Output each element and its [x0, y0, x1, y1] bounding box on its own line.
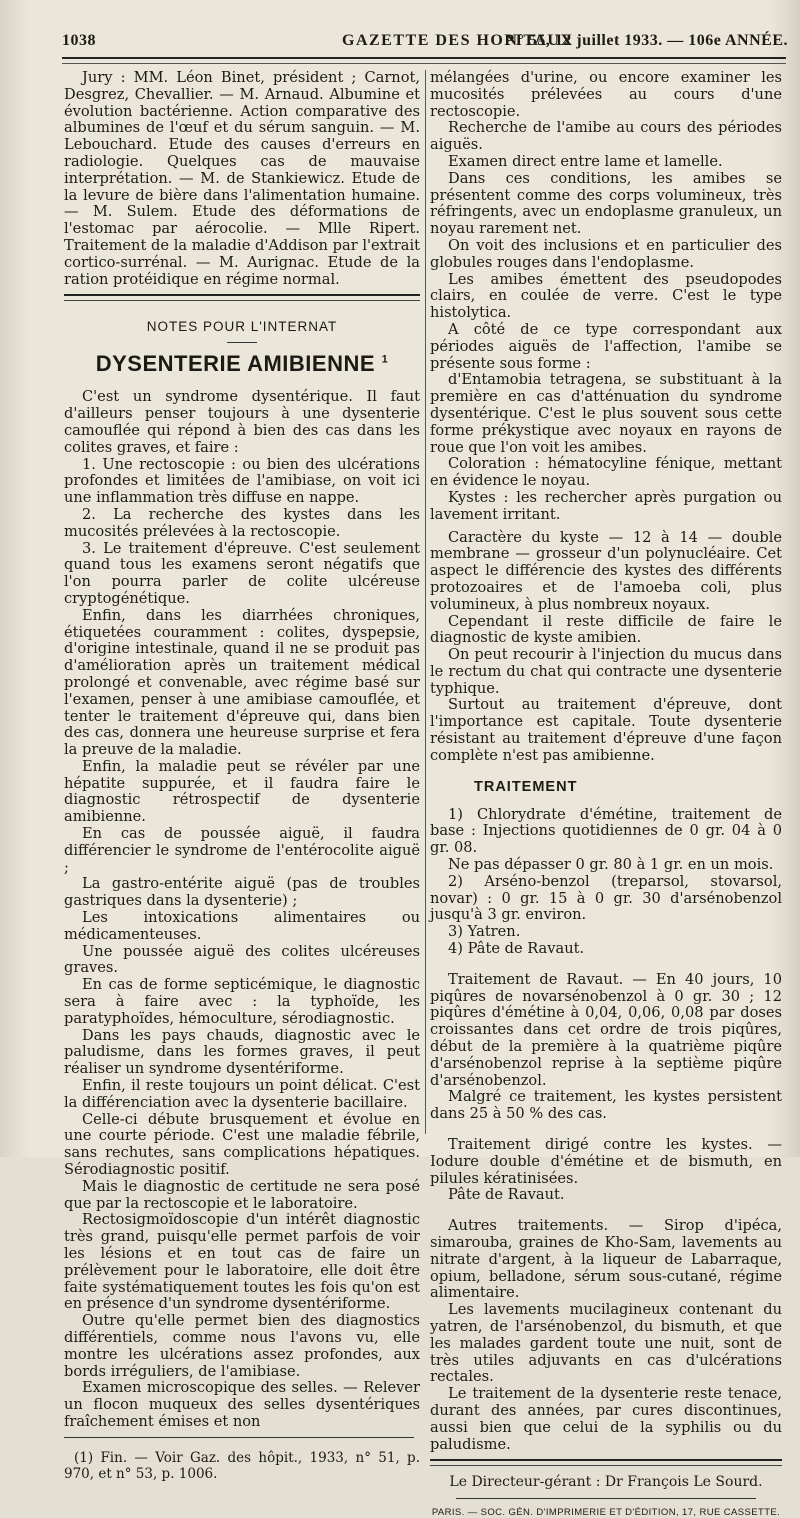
body-paragraph: Les lavements mucilagineux contenant du yatren, de l'arsénobenzol, du bismuth, et que les malades gardent toute une nuit, sont de très utiles adjuvants en cas d'ulcérations rectales. — [430, 1301, 782, 1386]
title-note-ref: 1 — [381, 354, 389, 367]
body-paragraph: Traitement de Ravaut. — En 40 jours, 10 piqûres de novarsénobenzol à 0 gr. 30 ; 12 piqûres d'émétine à 0,04, 0,06, 0,08 par doses croissantes dans cet ordre de trois piqûres, début de la première à la quatrième piqûre d'arsénobenzol reprise à la septième piqûre d'arsénobenzol. — [430, 970, 782, 1089]
body-paragraph: Coloration : hématocyline fénique, mettant en évidence le noyau. — [430, 455, 782, 490]
body-paragraph: 2. La recherche des kystes dans les mucosités prélevées à la rectoscopie. — [64, 505, 420, 540]
body-paragraph: Traitement dirigé contre les kystes. — Iodure double d'émétine et de bismuth, en pilules kératinisées. — [430, 1136, 782, 1187]
body-paragraph: Enfin, il reste toujours un point délicat. C'est la différenciation avec la dysenterie bacillaire. — [64, 1077, 420, 1111]
body-paragraph: Le traitement de la dysenterie reste tenace, durant des années, par cures discontinues, aussi bien que celui de la syphilis ou du paludisme. — [430, 1385, 782, 1453]
section-rule — [64, 294, 420, 301]
body-paragraph: Cependant il reste difficile de faire le diagnostic de kyste amibien. — [430, 612, 782, 647]
imprint-line: PARIS. — SOC. GÉN. D'IMPRIMERIE ET D'ÉDITION, 17, RUE CASSETTE. — [431, 1507, 781, 1518]
body-paragraph: Autres traitements. — Sirop d'ipéca, simarouba, graines de Kho-Sam, lavements au nitrate d'argent, à la liqueur de Labarraque, opium, belladone, sérum sous-cutané, régime alimentaire. — [430, 1217, 782, 1302]
footnote-rule — [64, 1437, 414, 1438]
jury-paragraph: Jury : MM. Léon Binet, président ; Carnot, Desgrez, Chevallier. — M. Arnaud. Albumine et évolution bactérienne. Action comparative des albumines de l'œuf et du sérum sanguin. — M. Lebouchard. Etude des causes d'erreurs en radiologie. Quelques cas de mauvaise interprétation. — M. de Stankiewicz. Etude de la levure de bière dans l'alimentation humaine. — M. Sulem. Etude des déformations de l'estomac par aérocolie. — Mlle Ripert. Traitement de la maladie d'Addison par l'extrait cortico-surrénal. — M. Aurignac. Etude de la ration protéidique en régime normal. — [64, 69, 420, 288]
body-paragraph: Mais le diagnostic de certitude ne sera posé que par la rectoscopie et le laboratoire. — [64, 1177, 420, 1212]
body-paragraph: Une poussée aiguë des colites ulcéreuses graves. — [64, 942, 420, 977]
article-title — [64, 351, 420, 377]
right-column — [430, 70, 782, 1518]
kicker-rule — [227, 342, 257, 343]
body-paragraph: Dans ces conditions, les amibes se présentent comme des corps volumineux, très réfringents, avec un endoplasme granuleux, un noyau rarement net. — [430, 169, 782, 238]
body-paragraph: 1. Une rectoscopie : ou bien des ulcérations profondes et limitées de l'amibiase, on voit ici une inflammation très diffuse en nappe. — [64, 455, 420, 507]
body-paragraph: En cas de forme septicémique, le diagnostic sera à faire avec : la typhoïde, les paratyphoïdes, hémoculture, sérodiagnostic. — [64, 976, 420, 1027]
body-paragraph: Enfin, la maladie peut se révéler par une hépatite suppurée, et il faudra faire le diagnostic rétrospectif de dysenterie amibienne. — [64, 757, 420, 826]
body-paragraph: Pâte de Ravaut. — [448, 1186, 565, 1204]
body-paragraph: Surtout au traitement d'épreuve, dont l'importance est capitale. Toute dysenterie résistant au traitement d'épreuve d'une façon complète n'est pas amibienne. — [430, 696, 782, 764]
section-kicker: NOTES POUR L'INTERNAT — [146, 319, 338, 335]
list-item: 1) Chlorydrate d'émétine, traitement de base : Injections quotidiennes de 0 gr. 04 à 0 gr. 08. — [430, 805, 782, 857]
body-paragraph: On peut recourir à l'injection du mucus dans le rectum du chat qui contracte une dysenterie typhique. — [430, 646, 782, 697]
page-header — [62, 30, 788, 52]
section-heading-traitement: TRAITEMENT — [474, 778, 578, 795]
body-paragraph: d'Entamobia tetragena, se substituant à la première en cas d'atténuation du syndrome dysentérique. C'est le plus souvent sous cette forme prékystique avec noyaux en rayons de roue que l'on voit les amibes. — [430, 371, 782, 456]
body-paragraph: Les intoxications alimentaires ou médicamenteuses. — [64, 909, 420, 943]
left-column — [64, 70, 420, 1482]
list-item: 3) Yatren. — [448, 923, 521, 941]
list-item: 4) Pâte de Ravaut. — [448, 940, 585, 958]
header-rule — [62, 57, 786, 64]
body-paragraph: Enfin, dans les diarrhées chroniques, étiquetées couramment : colites, dyspepsie, d'origine intestinale, quand il ne se produit pas d'amélioration après un traitement médical prolongé et convenable, avec régime basé sur l'examen, penser à une amibiase camouflée, et tenter le traitement d'épreuve qui, dans bien des cas, donnera une heureuse surprise et fera la preuve de la maladie. — [64, 606, 420, 759]
body-paragraph: Malgré ce traitement, les kystes persistent dans 25 à 50 % des cas. — [430, 1088, 782, 1123]
page-number: 1038 — [62, 32, 96, 49]
treatment-list — [430, 807, 782, 958]
body-paragraph: Kystes : les rechercher après purgation ou lavement irritant. — [430, 488, 782, 523]
list-item: 2) Arséno-benzol (treparsol, stovarsol, novar) : 0 gr. 15 à 0 gr. 30 d'arsénobenzol jusqu'à 3 gr. environ. — [430, 872, 782, 924]
body-paragraph: Examen microscopique des selles. — Relever un flocon muqueux des selles dysentériques fraîchement émises et non — [64, 1379, 420, 1430]
imprint-rule — [456, 1498, 756, 1499]
director-line: Le Directeur-gérant : Dr François Le Sourd. — [449, 1474, 763, 1491]
footnote: (1) Fin. — Voir Gaz. des hôpit., 1933, n° 51, p. 970, et n° 53, p. 1006. — [64, 1449, 420, 1482]
body-paragraph: Outre qu'elle permet bien des diagnostics différentiels, comme nous l'avons vu, elle montre les ulcérations assez profondes, aux bords irréguliers, de l'amibiase. — [64, 1312, 420, 1380]
body-paragraph: Dans les pays chauds, diagnostic avec le paludisme, dans les formes graves, il peut réaliser un syndrome dysentériforme. — [64, 1026, 420, 1078]
body-paragraph: Examen direct entre lame et lamelle. — [448, 152, 723, 170]
body-paragraph: Recherche de l'amibe au cours des périodes aiguës. — [430, 119, 782, 154]
article-title-text: DYSENTERIE AMIBIENNE — [95, 351, 376, 377]
body-paragraph: On voit des inclusions et en particulier des globules rouges dans l'endoplasme. — [430, 236, 782, 271]
body-paragraph: Les amibes émettent des pseudopodes clairs, en coulée de verre. C'est le type histolytica. — [430, 270, 782, 322]
list-item: Ne pas dépasser 0 gr. 80 à 1 gr. en un mois. — [448, 856, 774, 874]
body-paragraph: C'est un syndrome dysentérique. Il faut d'ailleurs penser toujours à une dysenterie camouflée qui répond à bien des cas dans les colites graves, et faire : — [64, 388, 420, 456]
closing-rule — [430, 1459, 782, 1466]
column-divider — [425, 70, 426, 1134]
body-paragraph: A côté de ce type correspondant aux périodes aiguës de l'affection, l'amibe se présente sous forme : — [430, 320, 782, 372]
body-paragraph: Celle-ci débute brusquement et évolue en une courte période. C'est une maladie fébrile, sans rechutes, sans complications hépatiques. Sérodiagnostic positif. — [64, 1110, 420, 1179]
body-paragraph: La gastro-entérite aiguë (pas de troubles gastriques dans la dysenterie) ; — [64, 875, 420, 910]
body-paragraph: En cas de poussée aiguë, il faudra différencier le syndrome de l'entérocolite aiguë ; — [64, 825, 420, 876]
body-paragraph: 3. Le traitement d'épreuve. C'est seulement quand tous les examens seront négatifs que l'on pourra parler de colite ulcéreuse cryptogénétique. — [64, 539, 420, 607]
journal-name: GAZETTE DES HOPITAUX — [342, 32, 574, 49]
body-paragraph: mélangées d'urine, ou encore examiner les mucosités prélevées au cours d'une rectoscopie. — [430, 69, 782, 120]
body-paragraph: Rectosigmoïdoscopie d'un intérêt diagnostic très grand, puisqu'elle permet parfois de voir les lésions et en tout cas de faire un prélèvement pour le laboratoire, elle doit être faite systématiquement toutes les fois qu'on est en présence d'un syndrome dysentériforme. — [64, 1211, 420, 1313]
issue-info: N° 55, 12 juillet 1933. — 106e ANNÉE. — [505, 32, 788, 49]
body-paragraph: Caractère du kyste — 12 à 14 — double membrane — grosseur d'un polynucléaire. Cet aspect le différencie des kystes des différents protozoaires et de l'amoeba coli, plus volumineux, à plus nombreux noyaux. — [430, 528, 782, 613]
